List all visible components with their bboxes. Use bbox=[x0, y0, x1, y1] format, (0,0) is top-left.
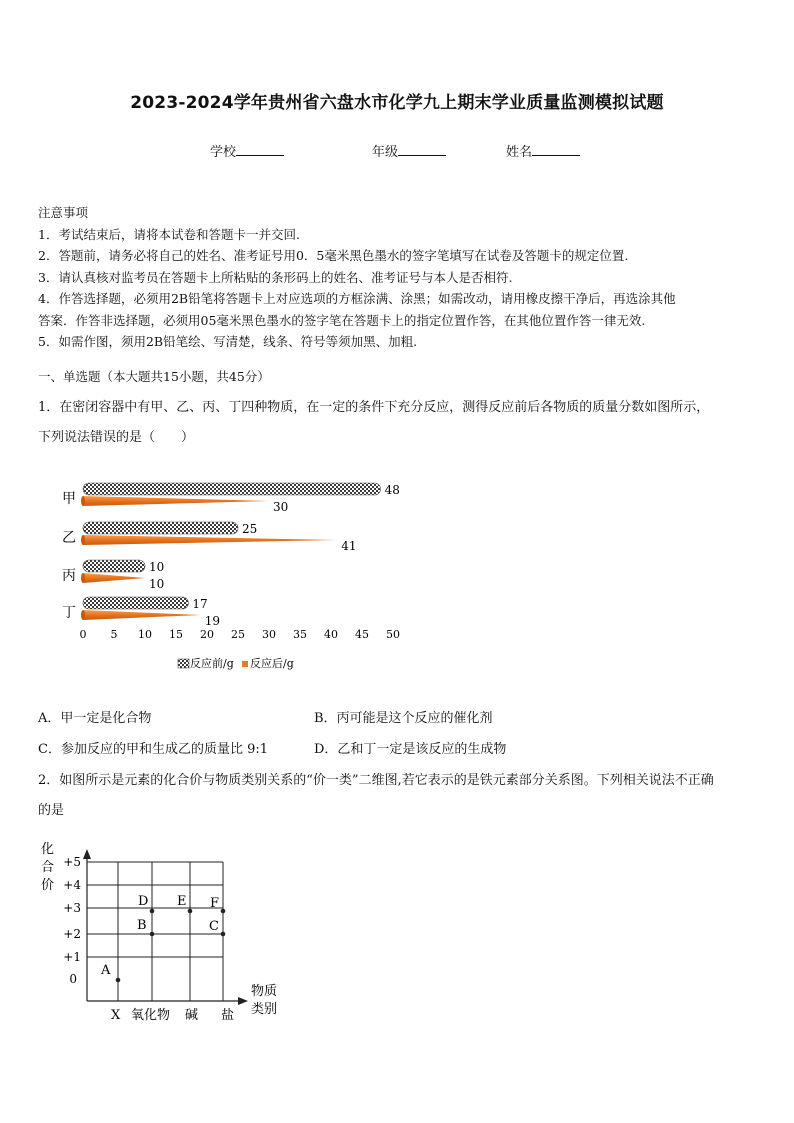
point-e-label: E bbox=[177, 894, 187, 909]
point-c-dot bbox=[221, 932, 226, 937]
q1-option-c[interactable]: C．参加反应的甲和生成乙的质量比 9:1 bbox=[38, 742, 269, 757]
school-blank[interactable] bbox=[236, 143, 284, 156]
school-field bbox=[210, 141, 284, 160]
grade-label: 年级 bbox=[372, 145, 399, 160]
y-axis-label-char: 价 bbox=[41, 878, 55, 893]
bar-after-base bbox=[81, 610, 85, 620]
x-tick: 盐 bbox=[221, 1008, 235, 1023]
name-blank[interactable] bbox=[532, 143, 580, 156]
bar-after bbox=[83, 610, 201, 620]
x-axis-arrow-icon bbox=[238, 997, 248, 1005]
x-tick: 氧化物 bbox=[131, 1008, 171, 1023]
bar-after-base bbox=[81, 573, 85, 583]
q1-option-a[interactable]: A．甲一定是化合物 bbox=[38, 711, 152, 726]
bar-before bbox=[83, 483, 381, 495]
legend-swatch-before bbox=[178, 659, 189, 668]
mass-bar-chart bbox=[40, 470, 460, 680]
x-tick-label: 5 bbox=[110, 628, 118, 641]
x-tick-label: 0 bbox=[79, 628, 87, 641]
bar-before bbox=[83, 560, 145, 572]
bar-after bbox=[83, 573, 145, 583]
question-2-line-1: 2．如图所示是元素的化合价与物质类别关系的“价一类”二维图,若它表示的是铁元素部分关系图。下列相关说法不正确 bbox=[38, 773, 714, 788]
school-label: 学校 bbox=[210, 145, 237, 160]
name-label: 姓名 bbox=[506, 145, 533, 160]
bar-after-base bbox=[81, 496, 85, 506]
bar-after bbox=[83, 535, 337, 545]
question-2-line-2: 的是 bbox=[38, 803, 65, 818]
category-label: 丁 bbox=[62, 605, 76, 621]
note-item: 5．如需作图，须用2B铅笔绘、写清楚，线条、符号等须加黑、加粗. bbox=[38, 334, 418, 349]
y-axis-label-char: 化 bbox=[41, 842, 55, 857]
point-c-label: C bbox=[209, 919, 219, 934]
data-label-after: 10 bbox=[149, 577, 165, 591]
y-axis-label-char: 合 bbox=[41, 860, 55, 875]
y-tick: +2 bbox=[63, 927, 81, 941]
x-tick-label: 25 bbox=[231, 628, 245, 641]
y-tick: +5 bbox=[63, 855, 81, 869]
legend-label-after: 反应后/g bbox=[250, 657, 294, 670]
data-label-before: 17 bbox=[192, 597, 208, 611]
page-title: 2023-2024学年贵州省六盘水市化学九上期末学业质量监测模拟试题 bbox=[130, 93, 664, 113]
bar-after bbox=[83, 496, 269, 506]
point-e-dot bbox=[188, 909, 193, 914]
data-label-before: 25 bbox=[242, 522, 258, 536]
x-tick-label: 45 bbox=[355, 628, 369, 641]
note-item: 1．考试结束后，请将本试卷和答题卡一并交回. bbox=[38, 226, 300, 242]
x-tick-label: 50 bbox=[386, 628, 400, 641]
category-label: 甲 bbox=[62, 491, 76, 507]
legend-swatch-after bbox=[242, 661, 248, 667]
grade-field bbox=[372, 141, 446, 160]
y-tick: +1 bbox=[63, 950, 81, 964]
question-1-stem bbox=[38, 393, 763, 453]
y-axis-arrow-icon bbox=[83, 849, 91, 859]
category-label: 乙 bbox=[62, 530, 76, 546]
data-label-after: 41 bbox=[341, 539, 357, 553]
category-label: 丙 bbox=[62, 568, 76, 584]
question-1-line-2: 下列说法错误的是（ ） bbox=[38, 430, 195, 445]
legend-label-before: 反应前/g bbox=[190, 657, 234, 670]
x-tick-label: 30 bbox=[262, 628, 276, 641]
point-d-dot bbox=[150, 909, 155, 914]
y-tick: 0 bbox=[69, 972, 77, 986]
note-item: 3．请认真核对监考员在答题卡上所粘贴的条形码上的姓名、准考证号与本人是否相符. bbox=[38, 269, 513, 285]
y-tick: +4 bbox=[63, 878, 81, 892]
x-tick: X bbox=[111, 1008, 121, 1023]
grade-blank[interactable] bbox=[398, 143, 446, 156]
bar-before bbox=[83, 597, 188, 609]
x-tick: 碱 bbox=[185, 1008, 199, 1023]
x-tick-label: 40 bbox=[324, 628, 338, 641]
point-f-dot bbox=[221, 909, 226, 914]
valence-category-diagram bbox=[35, 835, 295, 1030]
section-heading: 一、单选题（本大题共15小题，共45分） bbox=[38, 369, 270, 384]
note-item: 4．作答选择题，必须用2B铅笔将答题卡上对应选项的方框涂满、涂黑；如需改动，请用橡皮擦干净后，再选涂其他 bbox=[38, 291, 676, 306]
y-tick: +3 bbox=[63, 901, 81, 915]
x-tick-label: 15 bbox=[169, 628, 183, 641]
point-b-label: B bbox=[137, 918, 147, 933]
q1-option-d[interactable]: D．乙和丁一定是该反应的生成物 bbox=[314, 742, 507, 757]
data-label-before: 10 bbox=[149, 560, 165, 574]
point-a-label: A bbox=[101, 963, 111, 978]
note-item: 2．答题前，请务必将自己的姓名、准考证号用0．5毫米黑色墨水的签字笔填写在试卷及答题卡的规定位置. bbox=[38, 248, 629, 263]
q1-option-b[interactable]: B．丙可能是这个反应的催化剂 bbox=[314, 711, 493, 726]
x-tick-label: 35 bbox=[293, 628, 307, 641]
bar-before bbox=[83, 522, 238, 534]
point-f-label: F bbox=[210, 896, 220, 911]
x-tick-label: 10 bbox=[138, 628, 152, 641]
point-b-dot bbox=[150, 932, 155, 937]
question-1-line-1: 1．在密闭容器中有甲、乙、丙、丁四种物质，在一定的条件下充分反应，测得反应前后各物质的质量分数如图所示， bbox=[38, 400, 710, 415]
note-item: 答案．作答非选择题，必须用05毫米黑色墨水的签字笔在答题卡上的指定位置作答，在其他位置作答一律无效. bbox=[38, 312, 646, 328]
question-2-stem bbox=[38, 766, 763, 826]
notes-heading: 注意事项 bbox=[38, 205, 89, 220]
bar-after-base bbox=[81, 535, 85, 545]
name-field bbox=[506, 141, 580, 160]
notes-block bbox=[38, 202, 763, 353]
data-label-before: 48 bbox=[384, 483, 400, 497]
x-axis-label: 类别 bbox=[251, 1002, 278, 1017]
x-tick-label: 20 bbox=[200, 628, 214, 641]
x-axis-label: 物质 bbox=[251, 984, 278, 999]
data-label-after: 30 bbox=[273, 500, 289, 514]
point-d-label: D bbox=[138, 894, 149, 909]
data-label-after: 19 bbox=[204, 614, 221, 628]
